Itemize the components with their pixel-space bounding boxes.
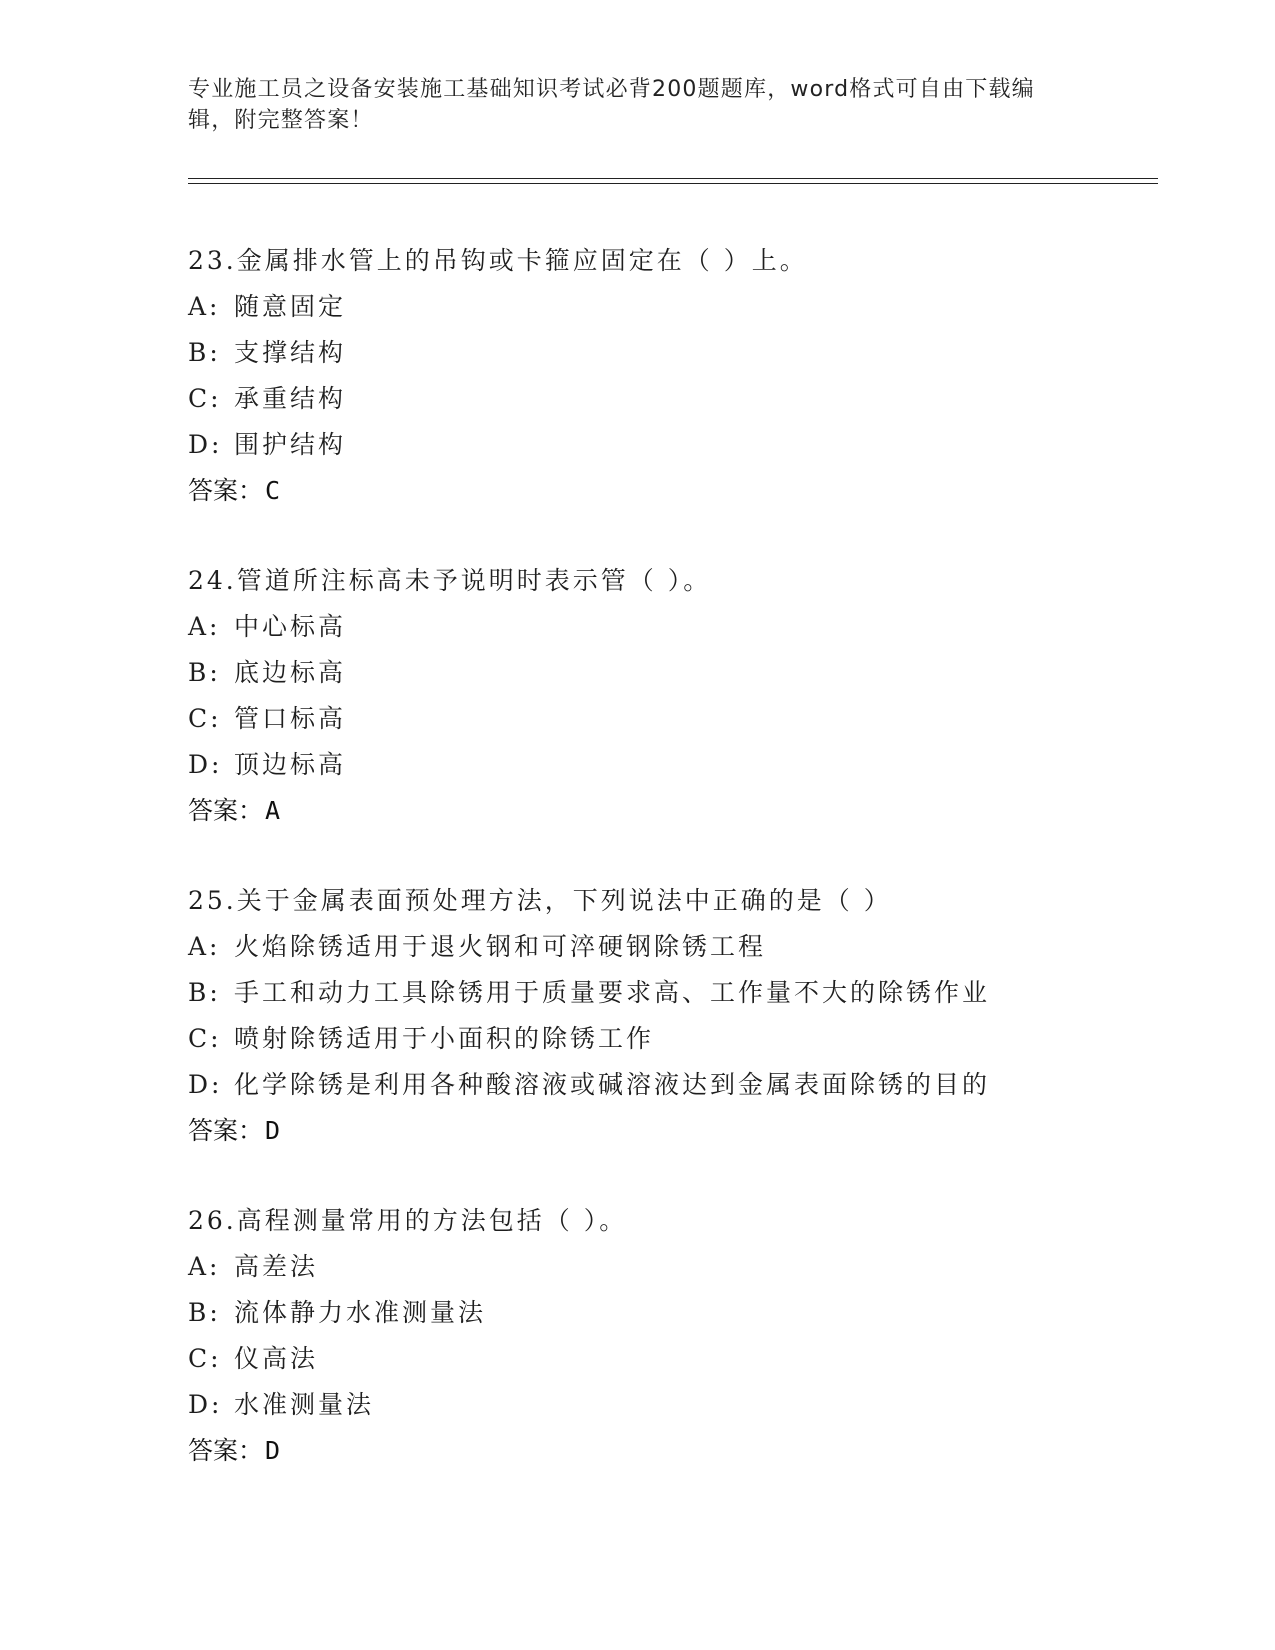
option-text: 火焰除锈适用于退火钢和可淬硬钢除锈工程 (234, 932, 767, 961)
option-text: 管口标高 (234, 704, 347, 733)
option-text: 顶边标高 (234, 750, 347, 779)
answer-line (188, 468, 1148, 514)
option-b (188, 1290, 1148, 1336)
option-letter: C: (188, 384, 222, 413)
option-d (188, 1062, 1148, 1108)
option-c (188, 696, 1148, 742)
option-d (188, 422, 1148, 468)
option-text: 高差法 (234, 1252, 319, 1281)
option-a (188, 604, 1148, 650)
option-d (188, 742, 1148, 788)
option-c (188, 376, 1148, 422)
option-text: 水准测量法 (234, 1390, 375, 1419)
answer-line (188, 1428, 1148, 1474)
option-letter: D: (188, 1390, 223, 1419)
option-letter: D: (188, 430, 223, 459)
answer-label: 答案： (188, 476, 264, 505)
option-text: 流体静力水准测量法 (234, 1298, 487, 1327)
answer-line (188, 1108, 1148, 1154)
option-letter: B: (188, 658, 221, 687)
answer-line (188, 788, 1148, 834)
question-stem: 24.管道所注标高未予说明时表示管（ ）。 (188, 566, 712, 595)
option-text: 承重结构 (234, 384, 347, 413)
option-text: 底边标高 (234, 658, 347, 687)
option-text: 喷射除锈适用于小面积的除锈工作 (234, 1024, 655, 1053)
question-26 (188, 1198, 1148, 1474)
option-b (188, 650, 1148, 696)
option-letter: A: (188, 1252, 221, 1281)
option-a (188, 284, 1148, 330)
option-text: 仪高法 (234, 1344, 319, 1373)
answer-value: D (265, 1116, 281, 1145)
option-letter: A: (188, 932, 221, 961)
option-text: 围护结构 (234, 430, 347, 459)
option-a (188, 924, 1148, 970)
option-d (188, 1382, 1148, 1428)
answer-value: D (265, 1436, 281, 1465)
option-letter: C: (188, 1024, 222, 1053)
answer-value: A (265, 796, 281, 825)
option-letter: B: (188, 978, 221, 1007)
option-text: 手工和动力工具除锈用于质量要求高、工作量不大的除锈作业 (234, 978, 991, 1007)
option-text: 支撑结构 (234, 338, 347, 367)
option-letter: C: (188, 704, 222, 733)
option-c (188, 1336, 1148, 1382)
option-c (188, 1016, 1148, 1062)
question-24 (188, 558, 1148, 834)
question-stem: 23.金属排水管上的吊钩或卡箍应固定在（ ）上。 (188, 246, 808, 275)
answer-value: C (265, 476, 281, 505)
document-header: 专业施工员之设备安装施工基础知识考试必背200题题库，word格式可自由下载编辑，附完整答案！ (188, 77, 1035, 133)
option-a (188, 1244, 1148, 1290)
question-stem: 25.关于金属表面预处理方法，下列说法中正确的是（ ） (188, 886, 892, 915)
option-text: 中心标高 (234, 612, 347, 641)
option-letter: B: (188, 1298, 221, 1327)
option-letter: D: (188, 1070, 223, 1099)
option-b (188, 330, 1148, 376)
option-text: 随意固定 (234, 292, 347, 321)
option-letter: D: (188, 750, 223, 779)
option-letter: B: (188, 338, 221, 367)
answer-label: 答案： (188, 1436, 264, 1465)
option-b (188, 970, 1148, 1016)
question-stem: 26.高程测量常用的方法包括（ ）。 (188, 1206, 628, 1235)
question-23 (188, 238, 1148, 514)
header-divider-bottom (188, 183, 1158, 184)
question-25 (188, 878, 1148, 1154)
option-letter: A: (188, 292, 221, 321)
option-letter: A: (188, 612, 221, 641)
option-letter: C: (188, 1344, 222, 1373)
answer-label: 答案： (188, 796, 264, 825)
answer-label: 答案： (188, 1116, 264, 1145)
option-text: 化学除锈是利用各种酸溶液或碱溶液达到金属表面除锈的目的 (234, 1070, 991, 1099)
header-divider-top (188, 178, 1158, 179)
